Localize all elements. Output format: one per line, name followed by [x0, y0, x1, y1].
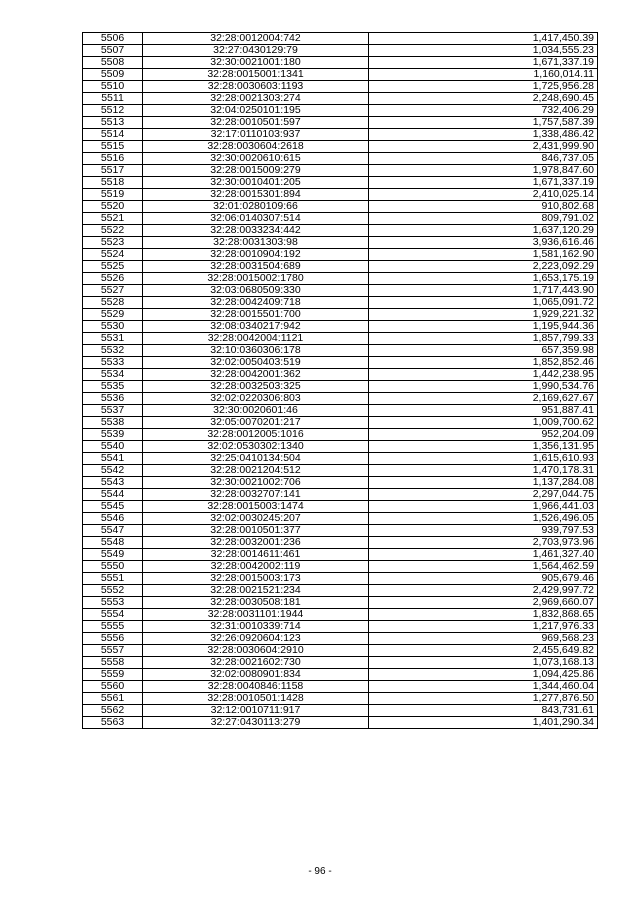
table-row	[83, 705, 598, 717]
cadastral-number-cell: 32:28:0012005:1016	[143, 429, 369, 441]
row-number-cell: 5507	[83, 45, 143, 57]
table-row	[83, 93, 598, 105]
table-row	[83, 513, 598, 525]
cadastral-number-cell: 32:04:0250101:195	[143, 105, 369, 117]
cadastral-number-cell: 32:02:0030245:207	[143, 513, 369, 525]
row-number-cell: 5513	[83, 117, 143, 129]
cadastral-value-cell: 939,797.53	[369, 525, 598, 537]
table-row	[83, 201, 598, 213]
table-row	[83, 525, 598, 537]
cadastral-value-cell: 1,978,847.60	[369, 165, 598, 177]
cadastral-value-cell: 905,679.46	[369, 573, 598, 585]
table-row	[83, 405, 598, 417]
cadastral-value-cell: 1,757,587.39	[369, 117, 598, 129]
table-row	[83, 549, 598, 561]
table-row	[83, 249, 598, 261]
cadastral-number-cell: 32:28:0032707:141	[143, 489, 369, 501]
cadastral-number-cell: 32:28:0021204:512	[143, 465, 369, 477]
cadastral-number-cell: 32:28:0042004:1121	[143, 333, 369, 345]
row-number-cell: 5536	[83, 393, 143, 405]
cadastral-value-cell: 2,703,973.96	[369, 537, 598, 549]
table-row	[83, 45, 598, 57]
cadastral-number-cell: 32:30:0010401:205	[143, 177, 369, 189]
row-number-cell: 5561	[83, 693, 143, 705]
table-row	[83, 309, 598, 321]
row-number-cell: 5563	[83, 717, 143, 729]
cadastral-number-cell: 32:28:0042001:362	[143, 369, 369, 381]
table-row	[83, 621, 598, 633]
row-number-cell: 5538	[83, 417, 143, 429]
table-row	[83, 489, 598, 501]
cadastral-number-cell: 32:01:0280109:66	[143, 201, 369, 213]
cadastral-number-cell: 32:28:0042409:718	[143, 297, 369, 309]
table-row	[83, 165, 598, 177]
cadastral-value-cell: 1,417,450.39	[369, 33, 598, 45]
table-row	[83, 573, 598, 585]
table-row	[83, 297, 598, 309]
cadastral-value-cell: 1,344,460.04	[369, 681, 598, 693]
cadastral-number-cell: 32:02:0530302:1340	[143, 441, 369, 453]
cadastral-number-cell: 32:31:0010339:714	[143, 621, 369, 633]
cadastral-value-cell: 1,929,221.32	[369, 309, 598, 321]
row-number-cell: 5562	[83, 705, 143, 717]
cadastral-value-cell: 1,615,610.93	[369, 453, 598, 465]
row-number-cell: 5548	[83, 537, 143, 549]
cadastral-value-cell: 2,248,690.45	[369, 93, 598, 105]
cadastral-number-cell: 32:28:0031101:1944	[143, 609, 369, 621]
row-number-cell: 5560	[83, 681, 143, 693]
table-row	[83, 261, 598, 273]
cadastral-value-cell: 1,470,178.31	[369, 465, 598, 477]
row-number-cell: 5539	[83, 429, 143, 441]
row-number-cell: 5506	[83, 33, 143, 45]
table-row	[83, 141, 598, 153]
table-row	[83, 117, 598, 129]
cadastral-value-cell: 846,737.05	[369, 153, 598, 165]
row-number-cell: 5533	[83, 357, 143, 369]
row-number-cell: 5535	[83, 381, 143, 393]
cadastral-value-cell: 1,526,496.05	[369, 513, 598, 525]
cadastral-value-cell: 1,160,014.11	[369, 69, 598, 81]
row-number-cell: 5528	[83, 297, 143, 309]
cadastral-value-cell: 1,338,486.42	[369, 129, 598, 141]
cadastral-value-cell: 1,857,799.33	[369, 333, 598, 345]
cadastral-value-cell: 1,725,956.28	[369, 81, 598, 93]
table-row	[83, 177, 598, 189]
row-number-cell: 5523	[83, 237, 143, 249]
cadastral-value-cell: 1,832,868.65	[369, 609, 598, 621]
cadastral-number-cell: 32:27:0430113:279	[143, 717, 369, 729]
row-number-cell: 5514	[83, 129, 143, 141]
cadastral-number-cell: 32:28:0015003:1474	[143, 501, 369, 513]
row-number-cell: 5555	[83, 621, 143, 633]
cadastral-value-cell: 2,410,025.14	[369, 189, 598, 201]
cadastral-value-cell: 1,852,852.46	[369, 357, 598, 369]
cadastral-value-cell: 1,401,290.34	[369, 717, 598, 729]
row-number-cell: 5515	[83, 141, 143, 153]
cadastral-value-cell: 951,887.41	[369, 405, 598, 417]
cadastral-number-cell: 32:28:0014611:461	[143, 549, 369, 561]
cadastral-value-cell: 1,217,976.33	[369, 621, 598, 633]
table-row	[83, 657, 598, 669]
table-row	[83, 477, 598, 489]
row-number-cell: 5508	[83, 57, 143, 69]
table-row	[83, 453, 598, 465]
cadastral-value-cell: 843,731.61	[369, 705, 598, 717]
table-row	[83, 333, 598, 345]
table-row	[83, 57, 598, 69]
cadastral-number-cell: 32:28:0015301:894	[143, 189, 369, 201]
row-number-cell: 5551	[83, 573, 143, 585]
row-number-cell: 5512	[83, 105, 143, 117]
cadastral-number-cell: 32:25:0410134:504	[143, 453, 369, 465]
cadastral-number-cell: 32:28:0010904:192	[143, 249, 369, 261]
table-row	[83, 501, 598, 513]
table-row	[83, 345, 598, 357]
cadastral-value-cell: 1,034,555.23	[369, 45, 598, 57]
cadastral-value-cell: 657,359.98	[369, 345, 598, 357]
table-row	[83, 717, 598, 729]
table-row	[83, 225, 598, 237]
table-body	[83, 33, 598, 729]
cadastral-value-cell: 2,169,627.67	[369, 393, 598, 405]
row-number-cell: 5550	[83, 561, 143, 573]
cadastral-number-cell: 32:28:0032001:236	[143, 537, 369, 549]
table-row	[83, 357, 598, 369]
cadastral-number-cell: 32:02:0080901:834	[143, 669, 369, 681]
row-number-cell: 5518	[83, 177, 143, 189]
row-number-cell: 5554	[83, 609, 143, 621]
cadastral-value-cell: 2,223,092.29	[369, 261, 598, 273]
row-number-cell: 5543	[83, 477, 143, 489]
cadastral-number-cell: 32:28:0030508:181	[143, 597, 369, 609]
row-number-cell: 5532	[83, 345, 143, 357]
row-number-cell: 5540	[83, 441, 143, 453]
table-row	[83, 69, 598, 81]
cadastral-value-cell: 1,717,443.90	[369, 285, 598, 297]
row-number-cell: 5519	[83, 189, 143, 201]
cadastral-value-cell: 2,297,044.75	[369, 489, 598, 501]
row-number-cell: 5542	[83, 465, 143, 477]
cadastral-number-cell: 32:28:0033234:442	[143, 225, 369, 237]
cadastral-value-cell: 1,277,876.50	[369, 693, 598, 705]
row-number-cell: 5553	[83, 597, 143, 609]
cadastral-number-cell: 32:10:0360306:178	[143, 345, 369, 357]
table-row	[83, 429, 598, 441]
row-number-cell: 5552	[83, 585, 143, 597]
table-row	[83, 681, 598, 693]
cadastral-number-cell: 32:28:0010501:597	[143, 117, 369, 129]
row-number-cell: 5511	[83, 93, 143, 105]
row-number-cell: 5541	[83, 453, 143, 465]
table-row	[83, 537, 598, 549]
table-row	[83, 597, 598, 609]
cadastral-value-cell: 1,137,284.08	[369, 477, 598, 489]
cadastral-value-cell: 1,356,131.95	[369, 441, 598, 453]
cadastral-number-cell: 32:28:0010501:377	[143, 525, 369, 537]
cadastral-value-cell: 732,406.29	[369, 105, 598, 117]
cadastral-number-cell: 32:30:0021002:706	[143, 477, 369, 489]
table-row	[83, 393, 598, 405]
row-number-cell: 5525	[83, 261, 143, 273]
cadastral-number-cell: 32:30:0021001:180	[143, 57, 369, 69]
table-row	[83, 381, 598, 393]
cadastral-number-cell: 32:28:0030604:2618	[143, 141, 369, 153]
cadastral-value-cell: 1,653,175.19	[369, 273, 598, 285]
cadastral-value-cell: 1,637,120.29	[369, 225, 598, 237]
cadastral-number-cell: 32:30:0020610:615	[143, 153, 369, 165]
cadastral-value-cell: 1,195,944.36	[369, 321, 598, 333]
cadastral-number-cell: 32:28:0042002:119	[143, 561, 369, 573]
cadastral-number-cell: 32:30:0020601:46	[143, 405, 369, 417]
cadastral-number-cell: 32:28:0030603:1193	[143, 81, 369, 93]
cadastral-value-cell: 2,431,999.90	[369, 141, 598, 153]
table-row	[83, 81, 598, 93]
cadastral-number-cell: 32:28:0031504:689	[143, 261, 369, 273]
table-row	[83, 321, 598, 333]
cadastral-number-cell: 32:05:0070201:217	[143, 417, 369, 429]
cadastral-value-cell: 1,442,238.95	[369, 369, 598, 381]
cadastral-value-cell: 1,009,700.62	[369, 417, 598, 429]
table-row	[83, 129, 598, 141]
cadastral-number-cell: 32:28:0015002:1780	[143, 273, 369, 285]
row-number-cell: 5559	[83, 669, 143, 681]
cadastral-number-cell: 32:28:0021602:730	[143, 657, 369, 669]
table-row	[83, 585, 598, 597]
row-number-cell: 5549	[83, 549, 143, 561]
row-number-cell: 5521	[83, 213, 143, 225]
row-number-cell: 5537	[83, 405, 143, 417]
cadastral-value-cell: 969,568.23	[369, 633, 598, 645]
cadastral-number-cell: 32:08:0340217:942	[143, 321, 369, 333]
table-row	[83, 213, 598, 225]
row-number-cell: 5545	[83, 501, 143, 513]
cadastral-value-cell: 1,094,425.86	[369, 669, 598, 681]
row-number-cell: 5526	[83, 273, 143, 285]
cadastral-value-cell: 1,966,441.03	[369, 501, 598, 513]
cadastral-number-cell: 32:12:0010711:917	[143, 705, 369, 717]
cadastral-number-cell: 32:28:0015003:173	[143, 573, 369, 585]
row-number-cell: 5530	[83, 321, 143, 333]
cadastral-number-cell: 32:02:0220306:803	[143, 393, 369, 405]
cadastral-value-cell: 952,204.09	[369, 429, 598, 441]
page-number: - 96 -	[308, 866, 332, 877]
cadastral-value-cell: 1,065,091.72	[369, 297, 598, 309]
cadastral-value-cell: 3,936,616.46	[369, 237, 598, 249]
table-row	[83, 669, 598, 681]
cadastral-value-cell: 1,073,168.13	[369, 657, 598, 669]
cadastral-number-cell: 32:28:0015501:700	[143, 309, 369, 321]
cadastral-number-cell: 32:02:0050403:519	[143, 357, 369, 369]
table-row	[83, 609, 598, 621]
table-row	[83, 645, 598, 657]
row-number-cell: 5527	[83, 285, 143, 297]
table-row	[83, 33, 598, 45]
cadastral-value-cell: 1,990,534.76	[369, 381, 598, 393]
cadastral-number-cell: 32:28:0032503:325	[143, 381, 369, 393]
table-row	[83, 273, 598, 285]
cadastral-number-cell: 32:28:0010501:1428	[143, 693, 369, 705]
cadastral-value-cell: 1,581,162.90	[369, 249, 598, 261]
cadastral-number-cell: 32:17:0110103:937	[143, 129, 369, 141]
row-number-cell: 5531	[83, 333, 143, 345]
row-number-cell: 5516	[83, 153, 143, 165]
table-row	[83, 441, 598, 453]
cadastral-value-cell: 1,461,327.40	[369, 549, 598, 561]
row-number-cell: 5529	[83, 309, 143, 321]
table-row	[83, 465, 598, 477]
cadastral-value-cell: 809,791.02	[369, 213, 598, 225]
row-number-cell: 5522	[83, 225, 143, 237]
cadastral-number-cell: 32:28:0012004:742	[143, 33, 369, 45]
table-row	[83, 189, 598, 201]
cadastral-value-cell: 1,671,337.19	[369, 177, 598, 189]
row-number-cell: 5534	[83, 369, 143, 381]
row-number-cell: 5557	[83, 645, 143, 657]
table-row	[83, 285, 598, 297]
table-row	[83, 237, 598, 249]
cadastral-number-cell: 32:28:0021303:274	[143, 93, 369, 105]
row-number-cell: 5544	[83, 489, 143, 501]
cadastral-value-cell: 1,671,337.19	[369, 57, 598, 69]
cadastral-number-cell: 32:28:0031303:98	[143, 237, 369, 249]
cadastral-number-cell: 32:27:0430129:79	[143, 45, 369, 57]
table-row	[83, 153, 598, 165]
cadastral-value-cell: 2,969,660.07	[369, 597, 598, 609]
cadastral-value-cell: 2,455,649.82	[369, 645, 598, 657]
row-number-cell: 5524	[83, 249, 143, 261]
cadastral-number-cell: 32:26:0920604:123	[143, 633, 369, 645]
cadastral-number-cell: 32:28:0015001:1341	[143, 69, 369, 81]
table-row	[83, 417, 598, 429]
cadastral-value-cell: 910,802.68	[369, 201, 598, 213]
row-number-cell: 5520	[83, 201, 143, 213]
row-number-cell: 5546	[83, 513, 143, 525]
cadastral-number-cell: 32:06:0140307:514	[143, 213, 369, 225]
table-row	[83, 633, 598, 645]
cadastral-number-cell: 32:03:0680509:330	[143, 285, 369, 297]
table-row	[83, 693, 598, 705]
row-number-cell: 5547	[83, 525, 143, 537]
row-number-cell: 5517	[83, 165, 143, 177]
cadastral-value-table	[82, 32, 598, 729]
cadastral-number-cell: 32:28:0015009:279	[143, 165, 369, 177]
cadastral-number-cell: 32:28:0021521:234	[143, 585, 369, 597]
table-row	[83, 105, 598, 117]
row-number-cell: 5558	[83, 657, 143, 669]
cadastral-number-cell: 32:28:0040846:1158	[143, 681, 369, 693]
row-number-cell: 5510	[83, 81, 143, 93]
cadastral-number-cell: 32:28:0030604:2910	[143, 645, 369, 657]
table-row	[83, 369, 598, 381]
table-row	[83, 561, 598, 573]
row-number-cell: 5509	[83, 69, 143, 81]
cadastral-value-cell: 1,564,462.59	[369, 561, 598, 573]
cadastral-value-cell: 2,429,997.72	[369, 585, 598, 597]
row-number-cell: 5556	[83, 633, 143, 645]
